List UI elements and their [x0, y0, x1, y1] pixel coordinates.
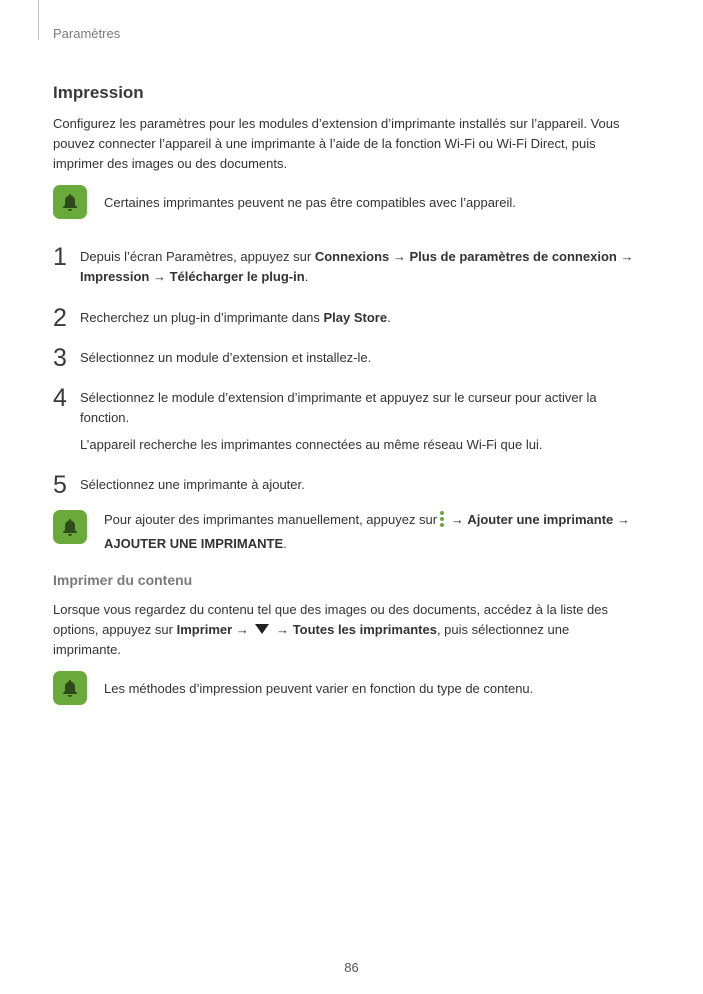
arrow: →: [232, 622, 253, 637]
step-text: Sélectionnez une imprimante à ajouter.: [80, 477, 305, 492]
note-1: [53, 185, 653, 221]
menu-path-download-plugin: Télécharger le plug-in: [169, 269, 305, 284]
bell-icon: [53, 185, 87, 219]
arrow: →: [447, 512, 468, 527]
step-number: 4: [53, 384, 67, 412]
text-part: .: [387, 310, 391, 325]
step-number: 1: [53, 243, 67, 271]
step-main-text: Sélectionnez le module d’extension d’imprimante et appuyez sur le curseur pour activer la fonction.: [80, 390, 597, 425]
step-number: 3: [53, 344, 67, 372]
all-printers-label: Toutes les imprimantes: [292, 622, 437, 637]
step-1: [53, 243, 653, 287]
step-4: [53, 384, 653, 458]
header-divider: [38, 0, 39, 40]
menu-path-more-settings: Plus de paramètres de connexion: [409, 249, 617, 264]
add-printer-label: Ajouter une imprimante: [467, 512, 614, 527]
text-part: Pour ajouter des imprimantes manuellement, appuyez sur: [104, 512, 438, 527]
step-2: [53, 304, 653, 332]
more-options-icon: [439, 510, 445, 534]
intro-paragraph: Configurez les paramètres pour les modules d’extension d’imprimante installés sur l’appareil. Vous pouvez connecter l’appareil à une imprimante à l’aide de la fonction Wi-Fi ou Wi-Fi Direct, puis imprimer des images ou des documents.: [53, 116, 620, 171]
subsection-title: Imprimer du contenu: [53, 572, 193, 588]
text-part: Recherchez un plug-in d’imprimante dans: [80, 310, 324, 325]
arrow: →: [272, 622, 293, 637]
play-store-label: Play Store: [323, 310, 388, 325]
step-number: 5: [53, 471, 67, 499]
text-part: .: [283, 536, 287, 551]
note-text: Certaines imprimantes peuvent ne pas être compatibles avec l’appareil.: [104, 195, 516, 210]
arrow: →: [616, 249, 634, 264]
note-text: [104, 510, 649, 554]
menu-path-connexions: Connexions: [314, 249, 390, 264]
note-text: Les méthodes d’impression peuvent varier en fonction du type de contenu.: [104, 681, 534, 696]
page-header: Paramètres: [53, 26, 121, 41]
text-part: , puis sélectionnez une imprimante.: [53, 622, 570, 657]
step-text: Sélectionnez un module d’extension et installez-le.: [80, 350, 372, 365]
text-part: Lorsque vous regardez du contenu tel que des images ou des documents, accédez à la liste des options, appuyez sur: [53, 602, 609, 637]
note-2: [53, 510, 653, 550]
step-text: [80, 247, 640, 287]
bell-icon: [53, 671, 87, 705]
menu-path-impression: Impression: [80, 269, 150, 284]
bell-icon: [53, 510, 87, 544]
note-3: [53, 671, 653, 707]
arrow: →: [149, 269, 170, 284]
page-number: 86: [344, 960, 359, 975]
dropdown-triangle-icon: [254, 620, 270, 640]
section-title: Impression: [53, 83, 144, 102]
text-part: Depuis l’écran Paramètres, appuyez sur: [80, 249, 315, 264]
step-number: 2: [53, 304, 67, 332]
step-3: [53, 344, 653, 372]
step-text: [80, 388, 640, 455]
step-5: [53, 471, 653, 499]
text-part: .: [304, 269, 309, 284]
print-label: Imprimer: [176, 622, 233, 637]
arrow: →: [389, 249, 410, 264]
print-paragraph: [53, 600, 613, 660]
arrow: →: [613, 512, 630, 527]
step-sub-text: L’appareil recherche les imprimantes connectées au même réseau Wi-Fi que lui.: [80, 437, 543, 452]
step-text: [80, 308, 640, 328]
add-printer-caps-label: AJOUTER UNE IMPRIMANTE: [104, 536, 284, 551]
